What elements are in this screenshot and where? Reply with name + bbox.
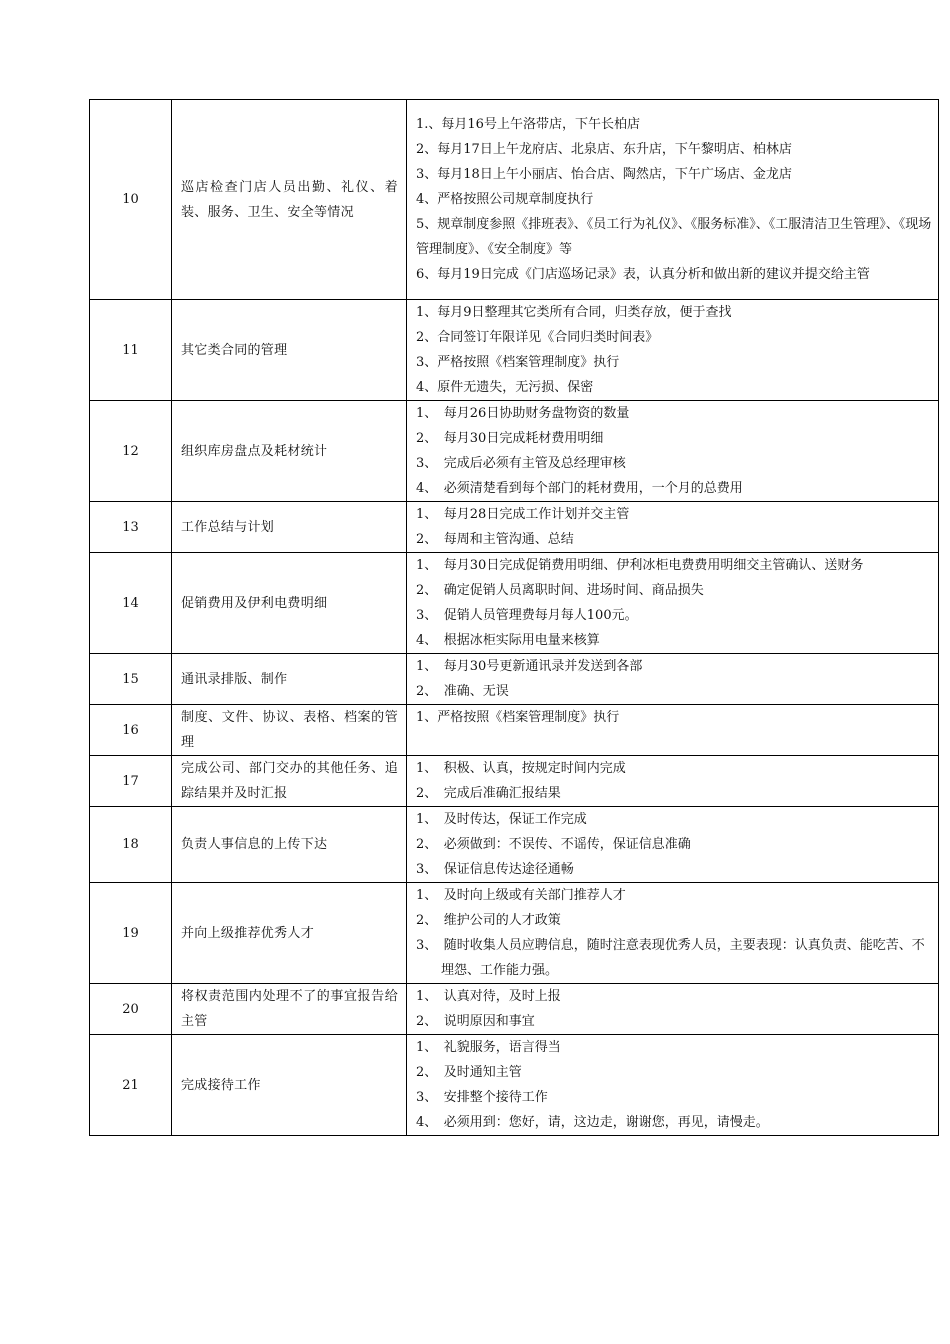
task-description: 通讯录排版、制作 — [172, 654, 407, 705]
requirements-cell — [407, 553, 939, 654]
row-number: 11 — [90, 300, 172, 401]
task-description: 其它类合同的管理 — [172, 300, 407, 401]
requirements-cell — [407, 654, 939, 705]
duty-table — [89, 99, 939, 1136]
task-description: 制度、文件、协议、表格、档案的管理 — [172, 705, 407, 756]
requirement-item: 5、规章制度参照《排班表》、《员工行为礼仪》、《服务标准》、《工服清洁卫生管理》、《现场管理制度》、《安全制度》等 — [416, 217, 932, 257]
requirement-item: 4、 必须清楚看到每个部门的耗材费用，一个月的总费用 — [416, 481, 743, 496]
requirement-item: 3、 促销人员管理费每月每人100元。 — [416, 608, 638, 623]
table-body — [90, 100, 939, 1136]
requirements-cell — [407, 401, 939, 502]
task-description: 巡店检查门店人员出勤、礼仪、着装、服务、卫生、安全等情况 — [172, 100, 407, 300]
requirement-item: 4、原件无遗失，无污损、保密 — [416, 380, 594, 395]
requirement-item: 1、 每月26日协助财务盘物资的数量 — [416, 406, 630, 421]
task-description: 工作总结与计划 — [172, 502, 407, 553]
table-row — [90, 100, 939, 300]
requirements-cell — [407, 705, 939, 756]
requirement-item: 1、 积极、认真，按规定时间内完成 — [416, 761, 626, 776]
row-number: 10 — [90, 100, 172, 300]
requirements-cell — [407, 883, 939, 984]
requirements-cell — [407, 100, 939, 300]
requirement-item: 1、 礼貌服务，语言得当 — [416, 1040, 561, 1055]
requirement-item: 2、 说明原因和事宜 — [416, 1014, 535, 1029]
table-row — [90, 705, 939, 756]
requirements-cell — [407, 502, 939, 553]
task-description: 促销费用及伊利电费明细 — [172, 553, 407, 654]
row-number: 17 — [90, 756, 172, 807]
table-row — [90, 807, 939, 883]
table-row — [90, 654, 939, 705]
requirement-item: 1、 及时传达，保证工作完成 — [416, 812, 587, 827]
requirement-item: 3、严格按照《档案管理制度》执行 — [416, 355, 620, 370]
requirement-item: 1、 每月30号更新通讯录并发送到各部 — [416, 659, 643, 674]
requirement-item: 3、 随时收集人员应聘信息，随时注意表现优秀人员，主要表现：认真负责、能吃苦、不埋怨、工作能力强。 — [416, 938, 925, 978]
table-row — [90, 883, 939, 984]
requirements-cell — [407, 756, 939, 807]
row-number: 21 — [90, 1035, 172, 1136]
requirement-item: 2、 必须做到：不误传、不谣传，保证信息准确 — [416, 837, 691, 852]
requirement-item: 2、 维护公司的人才政策 — [416, 913, 561, 928]
requirements-cell — [407, 807, 939, 883]
requirement-item: 1、 认真对待，及时上报 — [416, 989, 561, 1004]
requirement-item: 1.、每月16号上午洛带店，下午长柏店 — [416, 117, 640, 132]
requirement-item: 3、每月18日上午小丽店、怡合店、陶然店，下午广场店、金龙店 — [416, 167, 792, 182]
table-row — [90, 300, 939, 401]
requirements-cell — [407, 300, 939, 401]
task-description: 完成接待工作 — [172, 1035, 407, 1136]
task-description: 负责人事信息的上传下达 — [172, 807, 407, 883]
row-number: 14 — [90, 553, 172, 654]
table-row — [90, 502, 939, 553]
requirement-item: 4、 必须用到：您好，请，这边走，谢谢您，再见，请慢走。 — [416, 1115, 769, 1130]
requirement-item: 1、每月9日整理其它类所有合同，归类存放，便于查找 — [416, 305, 732, 320]
task-description: 并向上级推荐优秀人才 — [172, 883, 407, 984]
requirement-item: 4、严格按照公司规章制度执行 — [416, 192, 594, 207]
task-description: 将权责范围内处理不了的事宜报告给主管 — [172, 984, 407, 1035]
row-number: 19 — [90, 883, 172, 984]
requirement-item: 3、 完成后必须有主管及总经理审核 — [416, 456, 626, 471]
row-number: 13 — [90, 502, 172, 553]
requirement-item: 2、 确定促销人员离职时间、进场时间、商品损失 — [416, 583, 704, 598]
row-number: 20 — [90, 984, 172, 1035]
table-row — [90, 756, 939, 807]
requirement-item: 2、合同签订年限详见《合同归类时间表》 — [416, 330, 659, 345]
table-row — [90, 401, 939, 502]
task-description: 完成公司、部门交办的其他任务、追踪结果并及时汇报 — [172, 756, 407, 807]
requirement-item: 1、 每月28日完成工作计划并交主管 — [416, 507, 630, 522]
row-number: 15 — [90, 654, 172, 705]
requirement-item: 2、 及时通知主管 — [416, 1065, 522, 1080]
table-row — [90, 1035, 939, 1136]
row-number: 12 — [90, 401, 172, 502]
row-number: 18 — [90, 807, 172, 883]
requirement-item: 2、 完成后准确汇报结果 — [416, 786, 561, 801]
requirement-item: 2、 每周和主管沟通、总结 — [416, 532, 574, 547]
requirements-cell — [407, 1035, 939, 1136]
task-description: 组织库房盘点及耗材统计 — [172, 401, 407, 502]
table-row — [90, 553, 939, 654]
requirement-item: 3、 保证信息传达途径通畅 — [416, 862, 574, 877]
requirement-item: 1、 每月30日完成促销费用明细、伊利冰柜电费费用明细交主管确认、送财务 — [416, 558, 864, 573]
requirement-item: 2、 准确、无误 — [416, 684, 509, 699]
requirement-item: 1、严格按照《档案管理制度》执行 — [416, 710, 620, 725]
row-number: 16 — [90, 705, 172, 756]
requirement-item: 2、 每月30日完成耗材费用明细 — [416, 431, 604, 446]
requirements-cell — [407, 984, 939, 1035]
requirement-item: 1、 及时向上级或有关部门推荐人才 — [416, 888, 626, 903]
table-row — [90, 984, 939, 1035]
requirement-item: 4、 根据冰柜实际用电量来核算 — [416, 633, 600, 648]
requirement-item: 3、 安排整个接待工作 — [416, 1090, 548, 1105]
requirement-item: 6、每月19日完成《门店巡场记录》表，认真分析和做出新的建议并提交给主管 — [416, 267, 870, 282]
requirement-item: 2、每月17日上午龙府店、北泉店、东升店，下午黎明店、柏林店 — [416, 142, 792, 157]
